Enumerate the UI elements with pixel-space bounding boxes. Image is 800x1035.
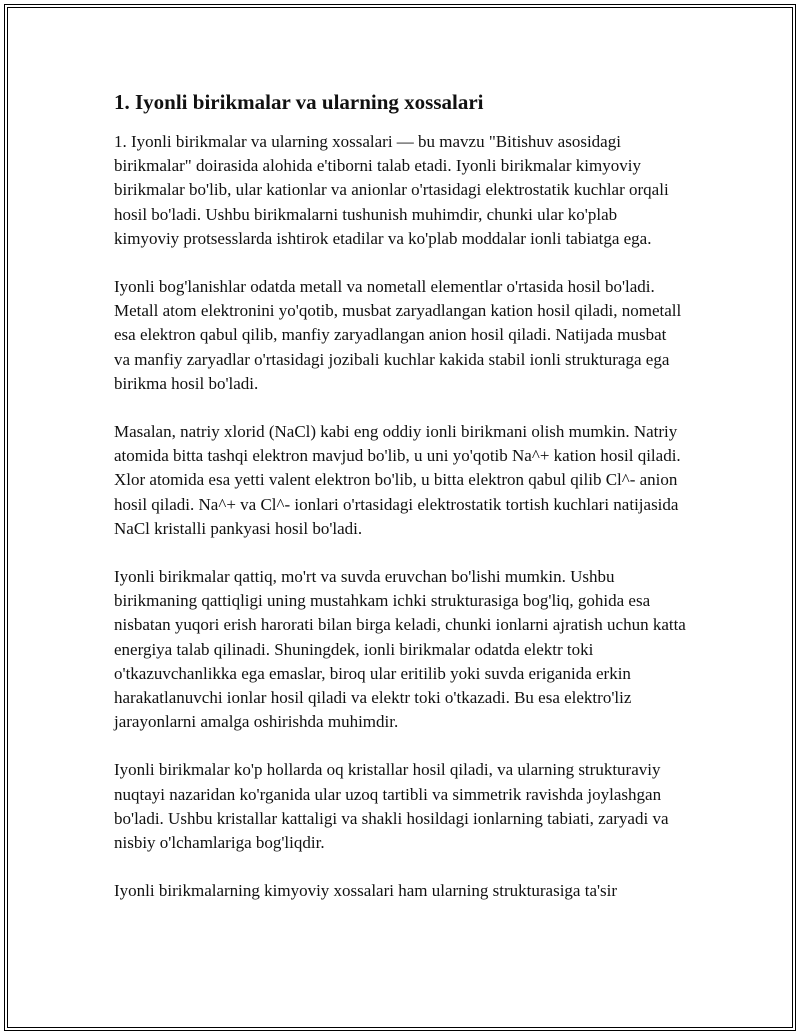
section-heading: 1. Iyonli birikmalar va ularning xossalari <box>114 90 484 114</box>
paragraph: Masalan, natriy xlorid (NaCl) kabi eng oddiy ionli birikmani olish mumkin. Natriy atomida bitta tashqi elektron mavjud bo'lib, u uni yo'qotib Na^+ kation hosil qiladi. Xlor atomida esa yetti valent elektron bo'lib, u bitta elektron qabul qilib Cl^- anion hosil qiladi. Na^+ va Cl^- ionlari o'rtasidagi elektrostatik tortish kuchlari natijasida NaCl kristalli pankyasi hosil bo'ladi. <box>114 422 681 538</box>
paragraph: Iyonli birikmalar qattiq, mo'rt va suvda eruvchan bo'lishi mumkin. Ushbu birikmaning qattiqligi uning mustahkam ichki strukturasiga bog'liq, gohida esa nisbatan yuqori erish harorati bilan birga keladi, chunki ionlarni ajratish uchun katta energiya talab qilinadi. Shuningdek, ionli birikmalar odatda elektr toki o'tkazuvchanlikka ega emaslar, biroq ular eritilib yoki suvda eriganida erkin harakatlanuvchi ionlar hosil qiladi va elektr toki o'tkazadi. Bu esa elektro'liz jarayonlarni amalga oshirishda muhimdir. <box>114 567 686 732</box>
document-body <box>114 88 686 927</box>
paragraph: 1. Iyonli birikmalar va ularning xossalari — bu mavzu "Bitishuv asosidagi birikmalar" doirasida alohida e'tiborni talab etadi. Iyonli birikmalar kimyoviy birikmalar bo'lib, ular kationlar va anionlar o'rtasidagi elektrostatik kuchlar orqali hosil bo'ladi. Ushbu birikmalarni tushunish muhimdir, chunki ular ko'plab kimyoviy protsesslarda ishtirok etadilar va ko'plab moddalar ionli tabiatga ega. <box>114 132 669 248</box>
paragraph: Iyonli birikmalar ko'p hollarda oq kristallar hosil qiladi, va ularning strukturaviy nuqtayi nazaridan ko'rganida ular uzoq tartibli va simmetrik ravishda joylashgan bo'ladi. Ushbu kristallar kattaligi va shakli hosildagi ionlarning tabiati, zaryadi va nisbiy o'lchamlariga bog'liqdir. <box>114 760 669 853</box>
paragraph: Iyonli birikmalarning kimyoviy xossalari ham ularning strukturasiga ta'sir <box>114 881 618 901</box>
paragraph: Iyonli bog'lanishlar odatda metall va nometall elementlar o'rtasida hosil bo'ladi. Metall atom elektronini yo'qotib, musbat zaryadlangan kation hosil qiladi, nometall esa elektron qabul qilib, manfiy zaryadlangan anion hosil qiladi. Natijada musbat va manfiy zaryadlar o'rtasidagi jozibali kuchlar kakida stabil ionli strukturaga ega birikma hosil bo'ladi. <box>114 277 682 393</box>
